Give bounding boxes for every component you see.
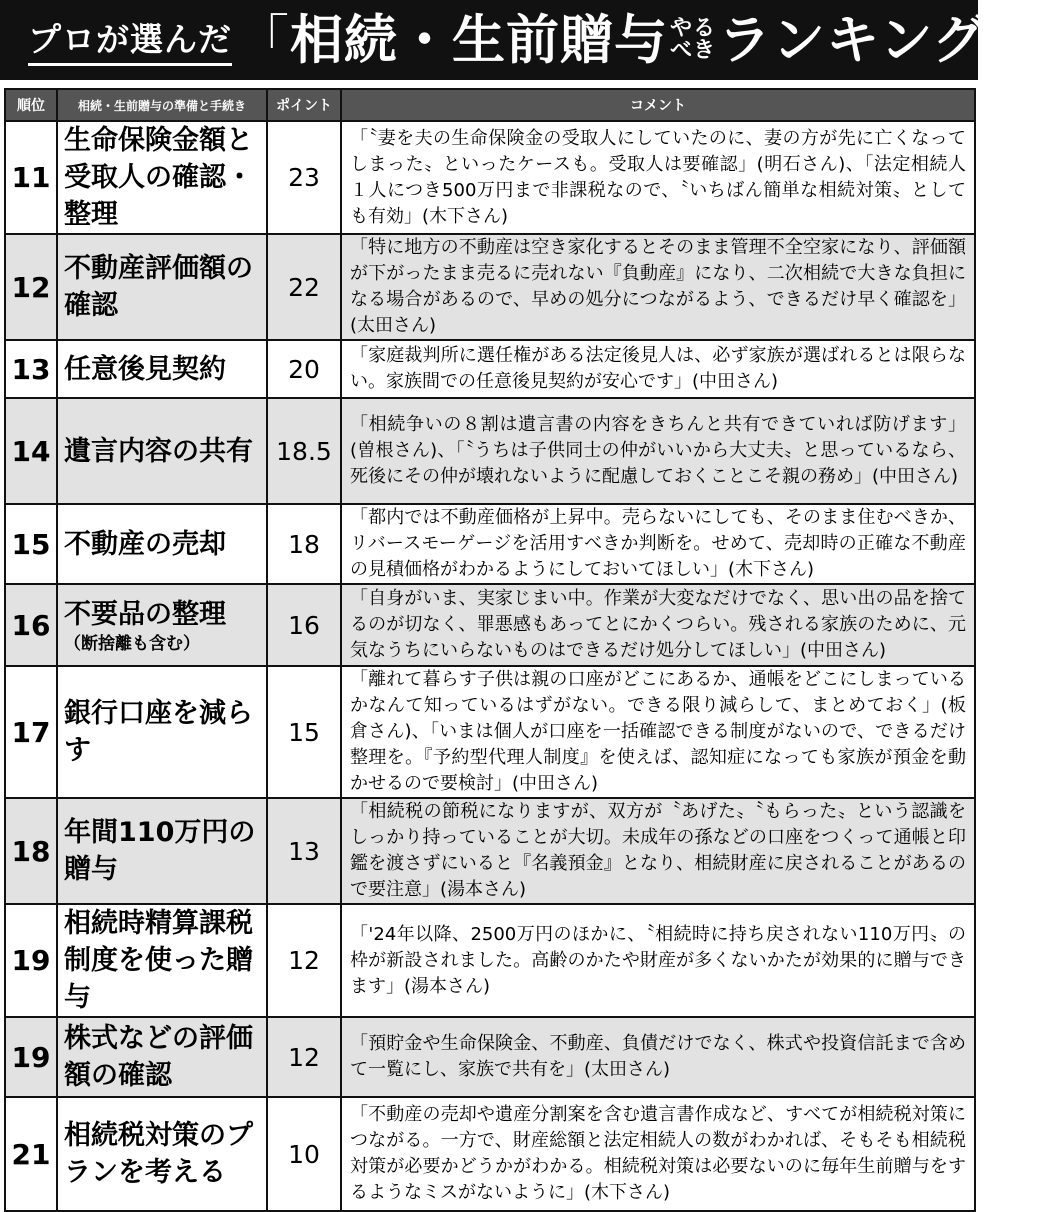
points-value: 20 xyxy=(267,340,341,398)
item-name xyxy=(57,234,267,340)
item-name xyxy=(57,1097,267,1211)
rank-number: 21 xyxy=(5,1097,57,1211)
item-title: 銀行口座を減らす xyxy=(64,698,253,766)
header-rank: 順位 xyxy=(5,89,57,121)
points-value: 16 xyxy=(267,584,341,666)
comment-text: 「不動産の売却や遺産分割案を含む遺言書作成など、すべてが相続税対策につながる。一方で、財産総額と法定相続人の数がわかれば、そもそも相続税対策が必要かどうかがわかる。相続税対策は必要ないのに毎年生前贈与をするようなミスがないように」(木下さん) xyxy=(341,1097,975,1211)
comment-text: 「預貯金や生命保険金、不動産、負債だけでなく、株式や投資信託まで含めて一覧にし、家族で共有を」(太田さん) xyxy=(341,1017,975,1097)
item-name xyxy=(57,1017,267,1097)
header-item: 相続・生前贈与の準備と手続き xyxy=(57,89,267,121)
item-subtitle: （断捨離も含む） xyxy=(64,633,200,654)
item-title: 相続税対策のプランを考える xyxy=(64,1120,253,1188)
header-points: ポイント xyxy=(267,89,341,121)
comment-text: 「自身がいま、実家じまい中。作業が大変なだけでなく、思い出の品を捨てるのが切なく、罪悪感もあってとにかくつらい。残される家族のために、元気なうちにいらないものはできるだけ処分してほしい」(中田さん) xyxy=(341,584,975,666)
table-row xyxy=(5,798,975,904)
item-title: 任意後見契約 xyxy=(64,353,226,385)
item-title: 相続時精算課税制度を使った贈与 xyxy=(64,908,253,1013)
rank-number: 11 xyxy=(5,121,57,234)
header-comment: コメント xyxy=(341,89,975,121)
table-body xyxy=(5,121,975,1211)
item-name xyxy=(57,121,267,234)
item-title: 年間110万円の贈与 xyxy=(64,817,256,885)
comment-text: 「相続争いの８割は遺言書の内容をきちんと共有できていれば防げます」(曽根さん)、「〝うちは子供同士の仲がいいから大丈夫〟と思っているなら、死後にその仲が壊れないように配慮しておくことこそ親の務め」(中田さん) xyxy=(341,398,975,504)
rank-number: 19 xyxy=(5,904,57,1017)
item-name xyxy=(57,398,267,504)
item-name xyxy=(57,904,267,1017)
points-value: 18 xyxy=(267,504,341,584)
points-value: 23 xyxy=(267,121,341,234)
points-value: 12 xyxy=(267,904,341,1017)
table-header-row xyxy=(5,89,975,121)
table-row xyxy=(5,234,975,340)
item-title: 生命保険金額と受取人の確認・整理 xyxy=(64,125,253,230)
table-row xyxy=(5,504,975,584)
table-row xyxy=(5,398,975,504)
comment-text: 「都内では不動産価格が上昇中。売らないにしても、そのまま住むべきか、リバースモーゲージを活用すべきか判断を。せめて、売却時の正確な不動産の見積価格がわかるようにしておいてほしい」(木下さん) xyxy=(341,504,975,584)
comment-text: 「〝妻を夫の生命保険金の受取人にしていたのに、妻の方が先に亡くなってしまった〟といったケースも。受取人は要確認」(明石さん)、「法定相続人１人につき500万円まで非課税なので、〝いちばん簡単な相続対策〟としても有効」(木下さん) xyxy=(341,121,975,234)
item-name xyxy=(57,584,267,666)
table-row xyxy=(5,1097,975,1211)
rank-number: 17 xyxy=(5,666,57,798)
rank-number: 13 xyxy=(5,340,57,398)
comment-text: 「家庭裁判所に選任権がある法定後見人は、必ず家族が選ばれるとは限らない。家族間での任意後見契約が安心です」(中田さん) xyxy=(341,340,975,398)
item-title: 不動産の売却 xyxy=(64,528,226,560)
item-title: 不要品の整理 xyxy=(64,598,226,630)
item-name xyxy=(57,666,267,798)
header-banner xyxy=(0,0,1040,80)
rank-number: 12 xyxy=(5,234,57,340)
title-small xyxy=(670,18,716,62)
title-small-bottom: べき xyxy=(670,38,717,63)
rank-number: 14 xyxy=(5,398,57,504)
item-name xyxy=(57,340,267,398)
table-row xyxy=(5,1017,975,1097)
points-value: 10 xyxy=(267,1097,341,1211)
table-row xyxy=(5,666,975,798)
table-row xyxy=(5,121,975,234)
item-title: 株式などの評価額の確認 xyxy=(64,1023,253,1091)
rank-number: 16 xyxy=(5,584,57,666)
comment-text: 「離れて暮らす子供は親の口座がどこにあるか、通帳をどこにしまっているかなんて知っているはずがない。できる限り減らして、まとめておく」(板倉さん)、「いまは個人が口座を一括確認できる制度がないので、できるだけ整理を。『予約型代理人制度』を使えば、認知症になっても家族が預金を動かせるので要検討」(中田さん) xyxy=(341,666,975,798)
item-name xyxy=(57,504,267,584)
header-title xyxy=(236,9,1040,71)
rank-number: 19 xyxy=(5,1017,57,1097)
rank-number: 18 xyxy=(5,798,57,904)
item-name xyxy=(57,798,267,904)
ranking-table xyxy=(4,88,976,1212)
table-row xyxy=(5,584,975,666)
comment-text: 「相続税の節税になりますが、双方が〝あげた〟〝もらった〟という認識をしっかり持っていることが大切。未成年の孫などの口座をつくって通帳と印鑑を渡さずにいると『名義預金』となり、相続財産に戻されることがあるので要注意」(湯本さん) xyxy=(341,798,975,904)
item-title: 不動産評価額の確認 xyxy=(64,253,253,321)
comment-text: 「'24年以降、2500万円のほかに、〝相続時に持ち戻されない110万円〟の枠が新設されました。高齢のかたや財産が多くないかたが効果的に贈与できます」(湯本さん) xyxy=(341,904,975,1017)
close-bracket: 」 xyxy=(986,9,1040,71)
points-value: 18.5 xyxy=(267,398,341,504)
title-small-top: やる xyxy=(670,16,717,41)
points-value: 12 xyxy=(267,1017,341,1097)
item-title: 遺言内容の共有 xyxy=(64,435,253,467)
table-row xyxy=(5,904,975,1017)
points-value: 15 xyxy=(267,666,341,798)
title-main: 相続・生前贈与 xyxy=(290,9,668,71)
title-end: ランキング xyxy=(718,9,987,71)
header-subtitle: プロが選んだ xyxy=(28,14,232,66)
rank-number: 15 xyxy=(5,504,57,584)
points-value: 22 xyxy=(267,234,341,340)
points-value: 13 xyxy=(267,798,341,904)
table-row xyxy=(5,340,975,398)
open-bracket: 「 xyxy=(236,9,290,71)
comment-text: 「特に地方の不動産は空き家化するとそのまま管理不全空家になり、評価額が下がったまま売るに売れない『負動産』になり、二次相続で大きな負担になる場合があるので、早めの処分につながるよう、できるだけ早く確認を」(太田さん) xyxy=(341,234,975,340)
